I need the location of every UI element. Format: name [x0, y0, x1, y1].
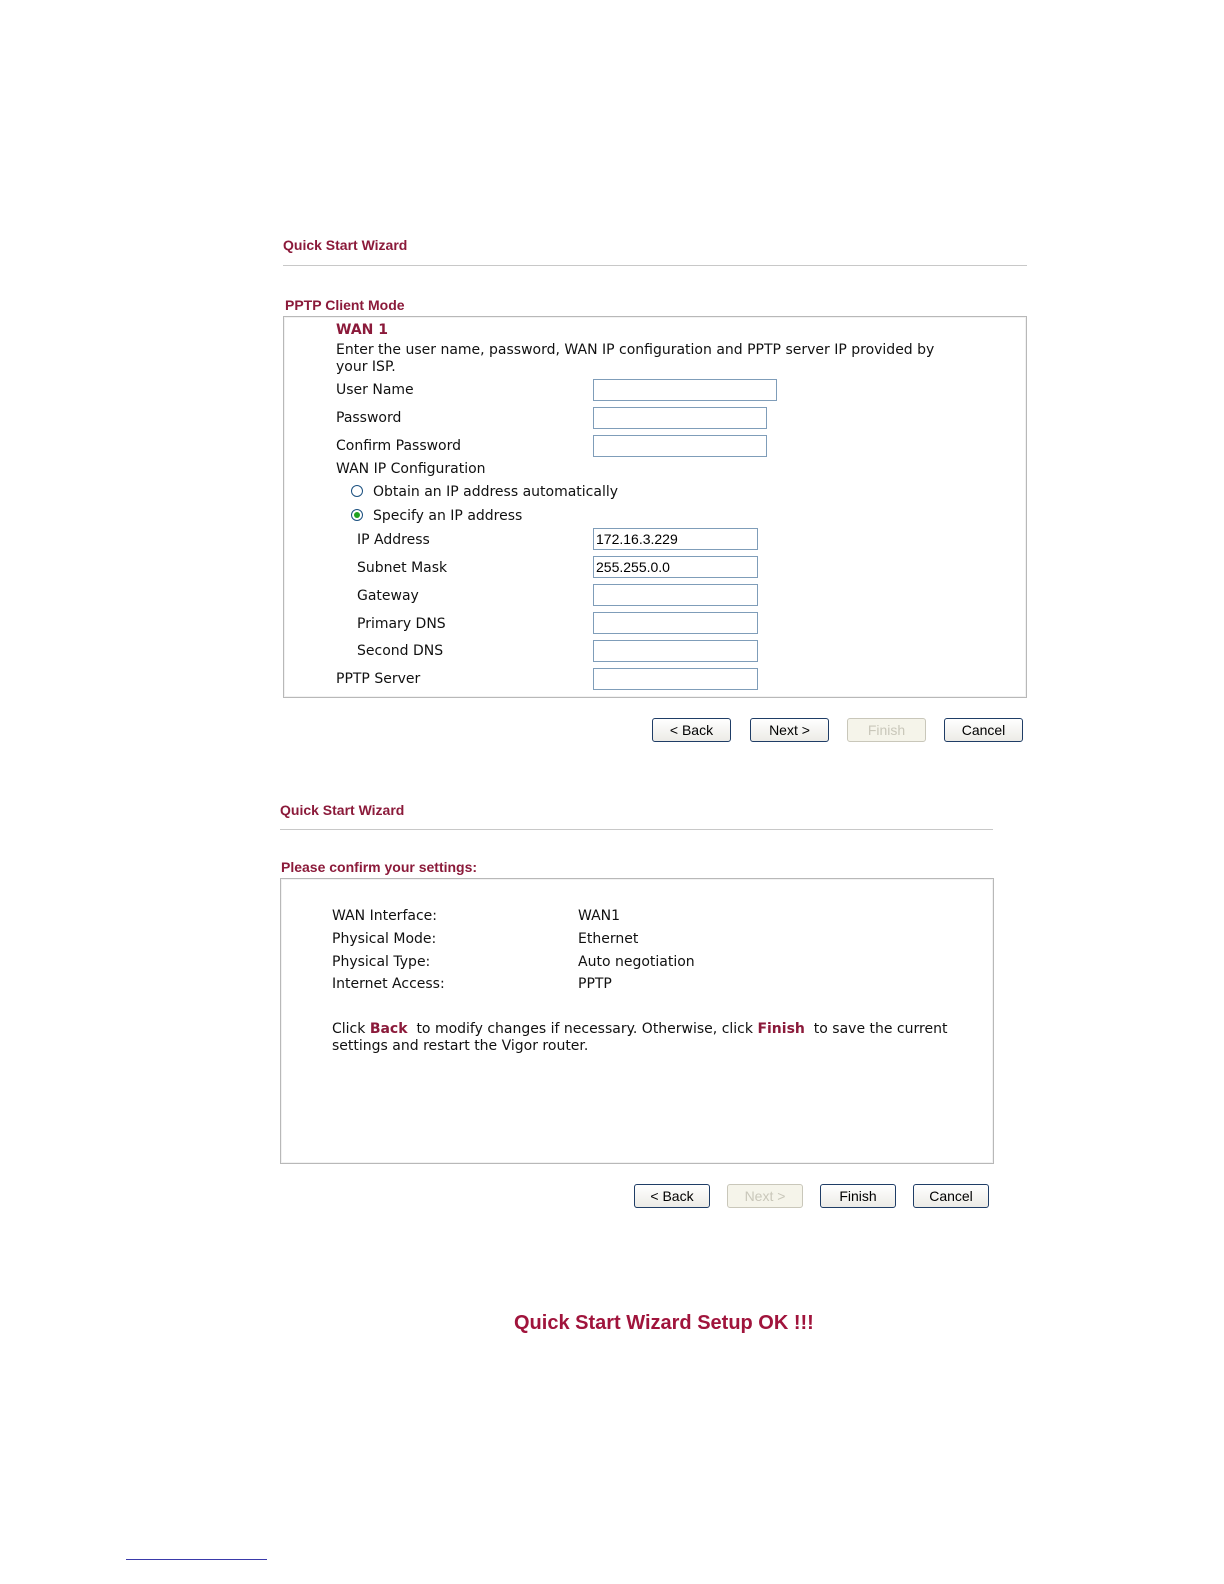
pptp-server-label: PPTP Server — [336, 671, 421, 687]
primary-dns-input[interactable] — [593, 612, 758, 634]
title-divider-2 — [280, 829, 993, 830]
specify-ip-radio[interactable] — [351, 509, 363, 521]
wan-ip-config-label: WAN IP Configuration — [336, 461, 486, 477]
note-text: to modify changes if necessary. Otherwise, click — [407, 1021, 758, 1037]
confirm-password-label: Confirm Password — [336, 438, 462, 454]
title-divider — [283, 265, 1027, 266]
back-button-2[interactable]: < Back — [634, 1184, 710, 1208]
summary-value: Auto negotiation — [578, 954, 695, 970]
ip-address-input[interactable] — [593, 528, 758, 550]
instruction-text-2: your ISP. — [336, 359, 396, 375]
gateway-input[interactable] — [593, 584, 758, 606]
obtain-ip-radio[interactable] — [351, 485, 363, 497]
next-button[interactable]: Next > — [750, 718, 829, 742]
summary-label: Physical Mode: — [332, 931, 437, 947]
summary-value: PPTP — [578, 976, 612, 992]
pptp-server-input[interactable] — [593, 668, 758, 690]
second-dns-label: Second DNS — [357, 643, 444, 659]
finish-button[interactable]: Finish — [847, 718, 926, 742]
note-text: Click — [332, 1021, 370, 1037]
cancel-button[interactable]: Cancel — [944, 718, 1023, 742]
confirm-note-2: settings and restart the Vigor router. — [332, 1038, 589, 1054]
wizard-title: Quick Start Wizard — [283, 237, 408, 253]
gateway-label: Gateway — [357, 588, 419, 604]
note-finish-keyword: Finish — [757, 1021, 805, 1037]
summary-value: WAN1 — [578, 908, 621, 924]
confirm-section-title: Please confirm your settings: — [281, 859, 478, 875]
user-name-input[interactable] — [593, 379, 777, 401]
note-back-keyword: Back — [369, 1021, 408, 1037]
instruction-text: Enter the user name, password, WAN IP configuration and PPTP server IP provided by — [336, 342, 935, 358]
confirm-password-input[interactable] — [593, 435, 767, 457]
summary-label: Internet Access: — [332, 976, 445, 992]
wizard-title-2: Quick Start Wizard — [280, 802, 405, 818]
specify-ip-label: Specify an IP address — [373, 508, 523, 524]
summary-value: Ethernet — [578, 931, 639, 947]
cancel-button-2[interactable]: Cancel — [913, 1184, 989, 1208]
subnet-mask-input[interactable] — [593, 556, 758, 578]
subnet-mask-label: Subnet Mask — [357, 560, 448, 576]
footnote-divider — [126, 1559, 267, 1560]
primary-dns-label: Primary DNS — [357, 616, 446, 632]
finish-button-2[interactable]: Finish — [820, 1184, 896, 1208]
summary-label: WAN Interface: — [332, 908, 437, 924]
user-name-label: User Name — [336, 382, 414, 398]
obtain-ip-label: Obtain an IP address automatically — [373, 484, 619, 500]
second-dns-input[interactable] — [593, 640, 758, 662]
next-button-2[interactable]: Next > — [727, 1184, 803, 1208]
ip-address-label: IP Address — [357, 532, 430, 548]
summary-label: Physical Type: — [332, 954, 431, 970]
password-label: Password — [336, 410, 402, 426]
back-button[interactable]: < Back — [652, 718, 731, 742]
password-input[interactable] — [593, 407, 767, 429]
setup-ok-message: Quick Start Wizard Setup OK !!! — [514, 1312, 814, 1334]
note-text: to save the current — [804, 1021, 948, 1037]
confirm-note — [332, 1021, 947, 1037]
wan-label: WAN 1 — [336, 322, 388, 338]
section-title: PPTP Client Mode — [285, 297, 405, 313]
